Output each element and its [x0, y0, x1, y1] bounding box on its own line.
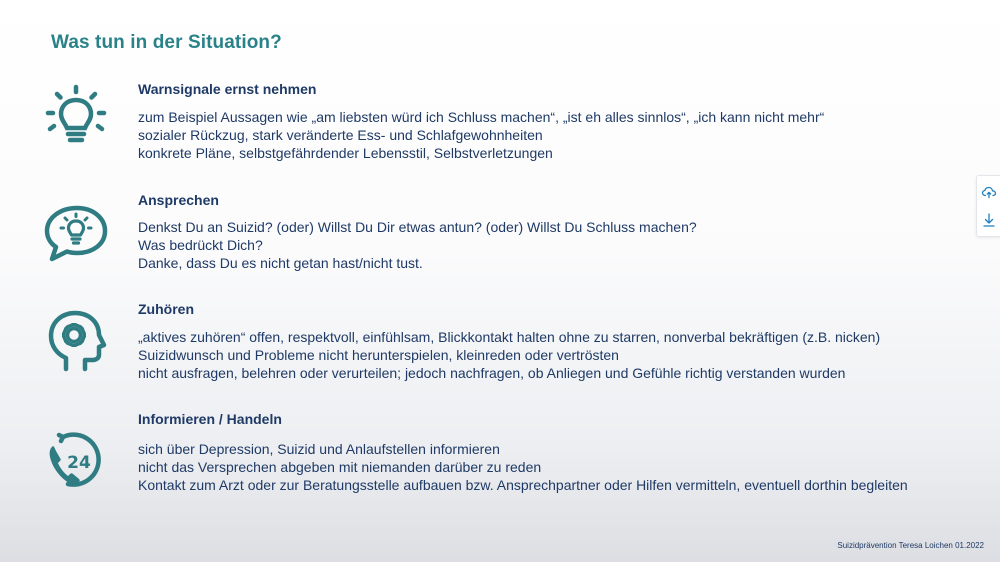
text-line: konkrete Pläne, selbstgefährdender Lebensstil, Selbstverletzungen: [138, 145, 553, 161]
section-text: [138, 218, 697, 272]
footer-text: Suizidprävention Teresa Loichen 01.2022: [837, 541, 984, 550]
text-line: Kontakt zum Arzt oder zur Beratungsstelle aufbauen bzw. Ansprechpartner oder Hilfen vermitteln, eventuell dorthin begleiten: [138, 477, 908, 493]
head-gear-icon: [44, 309, 108, 373]
cloud-icon[interactable]: [981, 184, 997, 200]
section-heading: Zuhören: [138, 301, 194, 317]
phone-24h-icon: [44, 429, 108, 493]
text-line: nicht das Versprechen abgeben mit niemanden darüber zu reden: [138, 459, 542, 475]
section-heading: Warnsignale ernst nehmen: [138, 81, 317, 97]
phone-24h-label: 24: [67, 453, 91, 473]
side-toolbar: [976, 175, 1000, 237]
text-line: sich über Depression, Suizid und Anlaufstellen informieren: [138, 441, 500, 457]
text-line: „aktives zuhören“ offen, respektvoll, einfühlsam, Blickkontakt halten ohne zu starren, nonverbal bekräftigen (z.B. nicken): [138, 329, 881, 345]
text-line: nicht ausfragen, belehren oder verurteilen; jedoch nachfragen, ob Anliegen und Gefühle richtig verstanden wurden: [138, 365, 846, 381]
text-line: Suizidwunsch und Probleme nicht herunterspielen, kleinreden oder vertrösten: [138, 347, 619, 363]
lightbulb-icon: [44, 83, 108, 147]
speech-bubble-lightbulb-icon: [44, 202, 108, 266]
slide-title: Was tun in der Situation?: [51, 32, 282, 53]
section-text: [138, 108, 824, 162]
section-heading: Informieren / Handeln: [138, 411, 282, 427]
download-icon[interactable]: [981, 212, 997, 228]
section-text: [138, 328, 880, 382]
text-line: Denkst Du an Suizid? (oder) Willst Du Dir etwas antun? (oder) Willst Du Schluss machen?: [138, 219, 697, 235]
text-line: Danke, dass Du es nicht getan hast/nicht tust.: [138, 255, 423, 271]
text-line: Was bedrückt Dich?: [138, 237, 263, 253]
section-heading: Ansprechen: [138, 192, 219, 208]
text-line: sozialer Rückzug, stark veränderte Ess- und Schlafgewohnheiten: [138, 127, 543, 143]
section-text: [138, 440, 908, 494]
text-line: zum Beispiel Aussagen wie „am liebsten würd ich Schluss machen“, „ist eh alles sinnlos“, „ich kann nicht mehr“: [138, 109, 825, 125]
